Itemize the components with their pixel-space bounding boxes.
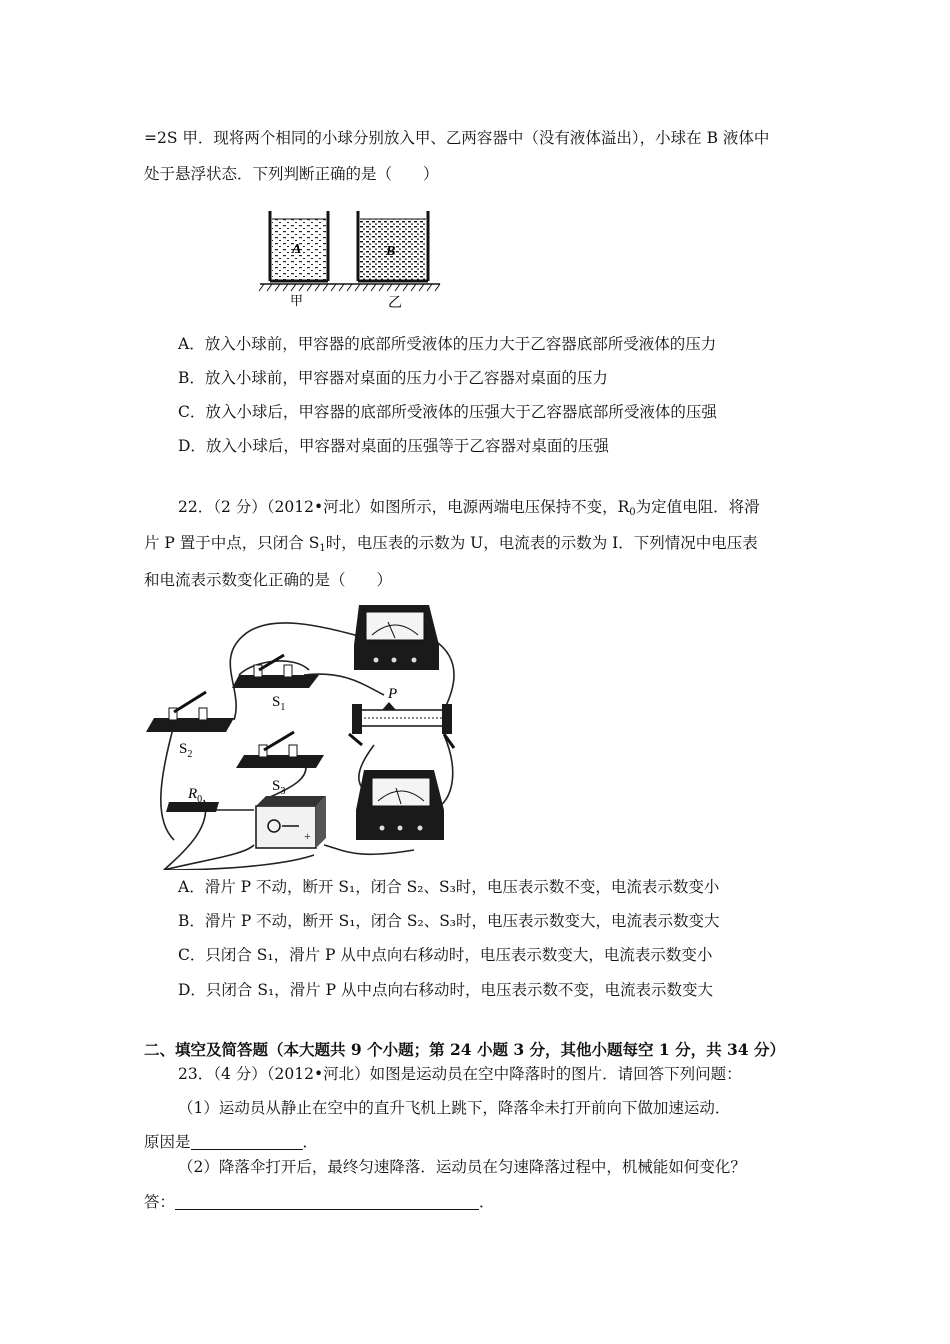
q23-part2-answer: 答： ． bbox=[144, 1193, 495, 1211]
circuit-figure bbox=[144, 600, 464, 870]
q22-stem-line1: 22．（2 分）（2012•河北）如图所示，电源两端电压保持不变，$R_0$为定值电阻．将滑 bbox=[178, 498, 760, 518]
containers-figure bbox=[258, 205, 448, 310]
label-s3: $S_3$ bbox=[272, 778, 286, 797]
label-s2: $S_2$ bbox=[179, 741, 193, 760]
q21-option-c: C．放入小球后，甲容器的底部所受液体的压强大于乙容器底部所受液体的压强 bbox=[178, 403, 717, 421]
switch-s1 bbox=[232, 655, 319, 688]
table-surface bbox=[259, 284, 440, 291]
q22-option-d: D．只闭合 S₁，滑片 P 从中点向右移动时，电压表示数不变，电流表示数变大 bbox=[178, 981, 713, 999]
q22-stem-line2: 片 P 置于中点，只闭合 $S_1$时，电压表的示数为 U，电流表的示数为 I．下列情况中电压表 bbox=[144, 534, 758, 554]
label-yi: 乙 bbox=[388, 296, 402, 310]
q23-part1-answer: 原因是 ． bbox=[144, 1133, 319, 1151]
answer-blank-2[interactable] bbox=[175, 1193, 479, 1210]
label-r0: $R_0$ bbox=[188, 786, 203, 805]
voltmeter bbox=[354, 605, 439, 670]
q21-stem-line2: 处于悬浮状态．下列判断正确的是（ ） bbox=[144, 165, 439, 183]
q21-stem-line1: =2S 甲．现将两个相同的小球分别放入甲、乙两容器中（没有液体溢出），小球在 B 液体中 bbox=[144, 129, 770, 147]
ammeter bbox=[356, 770, 444, 840]
label-p: P bbox=[388, 686, 398, 702]
q23-part2: （2）降落伞打开后，最终匀速降落．运动员在匀速降落过程中，机械能如何变化？ bbox=[178, 1158, 746, 1176]
label-jia: 甲 bbox=[290, 293, 304, 308]
q22-option-b: B．滑片 P 不动，断开 S₁，闭合 S₂、S₃时，电压表示数变大，电流表示数变大 bbox=[178, 912, 720, 930]
q22-option-c: C．只闭合 S₁，滑片 P 从中点向右移动时，电压表示数变大，电流表示数变小 bbox=[178, 946, 713, 964]
switch-s2 bbox=[146, 692, 234, 732]
q21-option-a: A．放入小球前，甲容器的底部所受液体的压力大于乙容器底部所受液体的压力 bbox=[178, 335, 717, 353]
battery-box bbox=[256, 796, 326, 848]
q21-option-d: D．放入小球后，甲容器对桌面的压强等于乙容器对桌面的压强 bbox=[178, 437, 609, 455]
resistor-r0 bbox=[166, 802, 219, 812]
q22-option-a: A．滑片 P 不动，断开 S₁，闭合 S₂、S₃时，电压表示数不变，电流表示数变小 bbox=[178, 878, 720, 896]
q22-stem-line3: 和电流表示数变化正确的是（ ） bbox=[144, 571, 393, 589]
answer-blank-1[interactable] bbox=[191, 1133, 303, 1150]
q23-stem: 23．（4 分）（2012•河北）如图是运动员在空中降落时的图片．请回答下列问题： bbox=[178, 1065, 742, 1083]
label-b: B bbox=[386, 244, 396, 259]
q21-option-b: B．放入小球前，甲容器对桌面的压力小于乙容器对桌面的压力 bbox=[178, 369, 608, 387]
rheostat bbox=[349, 702, 454, 748]
svg-text:+: + bbox=[304, 829, 311, 843]
label-s1: $S_1$ bbox=[272, 694, 286, 713]
switch-s3 bbox=[236, 732, 324, 768]
label-a: A bbox=[292, 242, 302, 257]
q23-part1: （1）运动员从静止在空中的直升飞机上跳下，降落伞未打开前向下做加速运动． bbox=[178, 1099, 731, 1117]
section-heading: 二、填空及简答题（本大题共 9 个小题；第 24 小题 3 分，其他小题每空 1 分，共 34 分） bbox=[144, 1040, 785, 1059]
